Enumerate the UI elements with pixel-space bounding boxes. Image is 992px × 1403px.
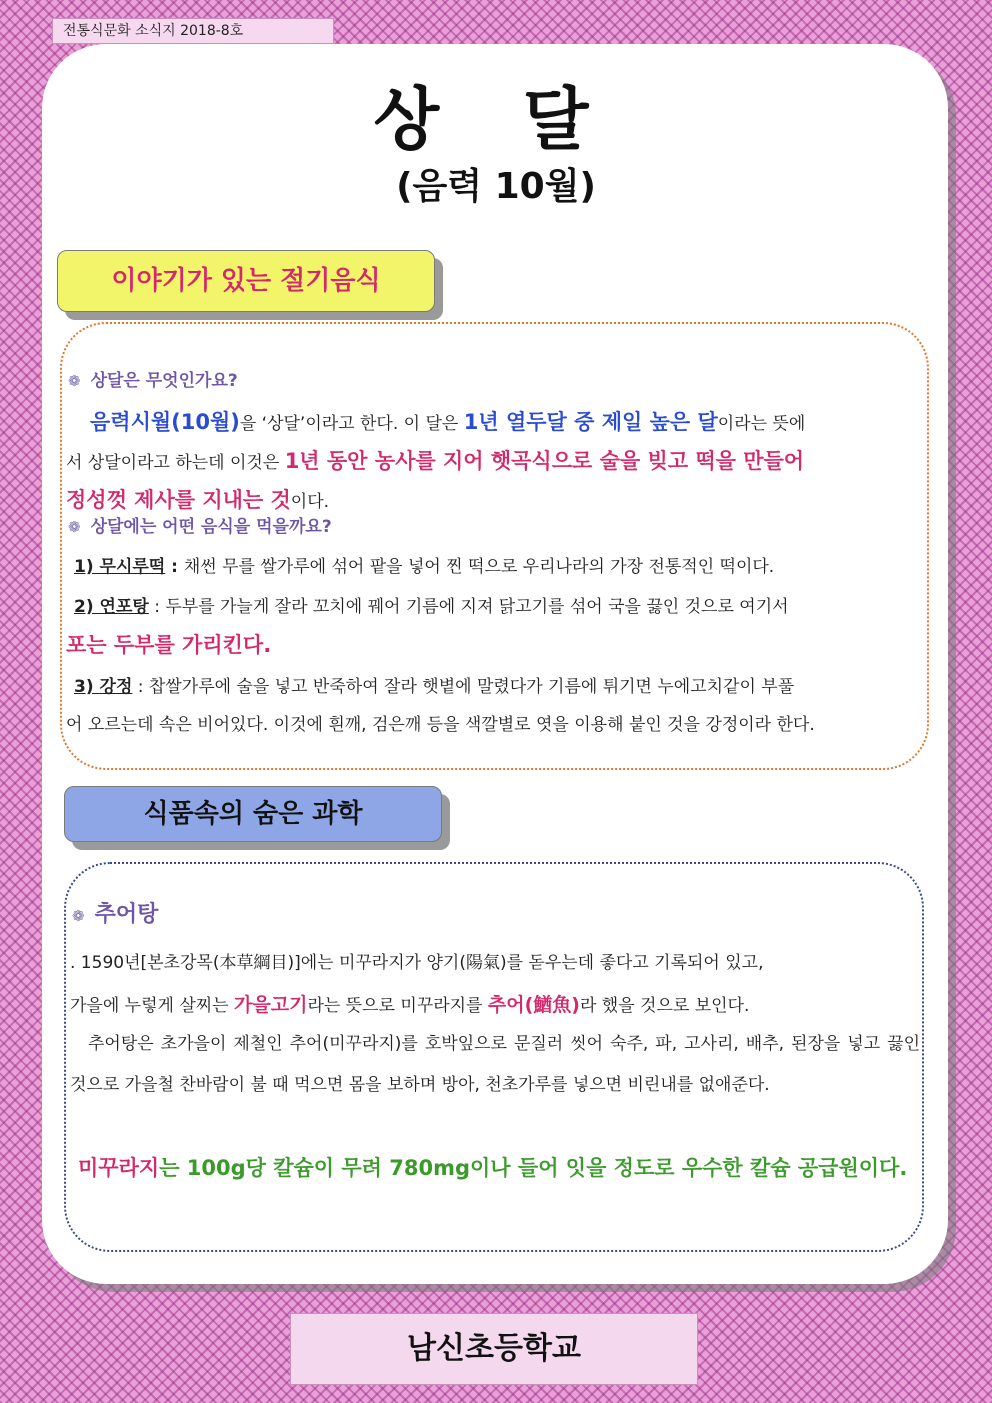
section1-paragraph [66,404,922,521]
para-text-b: 을 ‘상달’이라고 한다. 이 달은 [239,414,464,434]
flower-bullet-icon: ❁ [68,372,81,390]
chueo-history: . 1590년[본초강목(本草綱目)]에는 미꾸라지가 양기(陽氣)를 돋우는데 좋다고 기록되어 있고, [70,953,764,973]
section2-tab: 식품속의 숨은 과학 [64,786,442,842]
chueo-name: 추어(鰌魚) [487,994,580,1016]
food-item-3-text: 찹쌀가루에 술을 넣고 반죽하여 잘라 햇볕에 말렸다가 기름에 튀기면 누에고치같이 부풀 [148,677,795,697]
chueo-text-3: 라 했을 것으로 보인다. [579,996,750,1016]
flower-bullet-icon: ❁ [68,518,81,536]
lunar-october: 음력시월(10월) [90,410,240,434]
para-text-d: 이라는 뜻에 [717,414,806,434]
section2-paragraph-3 [70,1146,920,1190]
food-item-1-text: 채썬 무를 쌀가루에 섞어 팥을 넣어 찐 떡으로 우리나라의 가장 전통적인 떡이다. [183,557,775,577]
chueo-text-2: 라는 뜻으로 미꾸라지를 [307,996,488,1016]
harvest-text: 1년 동안 농사를 지어 햇곡식으로 술을 빚고 떡을 만들어 [284,449,805,473]
food-item-1-name: 1) 무시루떡 [74,557,166,577]
issue-tag: 전통식문화 소식지 2018-8호 [52,18,334,44]
ritual-text: 정성껏 제사를 지내는 것 [66,488,291,512]
food-item-2-highlight: 포는 두부를 가리킨다. [66,633,272,657]
food-item-3-name: 3) 강정 [74,677,133,697]
calcium-fact: 는 100g당 칼슘이 무려 780mg이나 들어 잇을 정도로 우수한 칼슘 공급원이다. [159,1156,908,1180]
section2-heading [72,897,158,928]
food-item-2-sep: : [148,597,166,617]
food-item-2-text: 두부를 가늘게 잘라 꼬치에 꿰어 기름에 지져 닭고기를 섞어 국을 끓인 것으로 여기서 [165,597,789,617]
section2-paragraph-2: 추어탕은 초가을이 제철인 추어(미꾸라지)를 호박잎으로 문질러 씻어 숙주, 파, 고사리, 배추, 된장을 넣고 끓인 것으로 가을철 찬바람이 불 때 먹으면 몸을 보하며 방아, 천초가루를 넣으면 비린내를 없애준다. [70,1034,920,1095]
loach-word: 미꾸라지 [78,1156,160,1180]
highest-month: 1년 열두달 중 제일 높은 달 [463,410,718,434]
food-item-3-text-line2: 어 오르는데 속은 비어있다. 이것에 흰깨, 검은깨 등을 색깔별로 엿을 이용해 붙인 것을 강정이라 한다. [66,715,815,735]
chueo-text-1: 가을에 누렇게 살찌는 [70,996,235,1016]
flower-bullet-icon: ❁ [72,907,85,925]
page-title: 상 달 [373,81,619,160]
section1-tab: 이야기가 있는 절기음식 [57,250,435,312]
autumn-fish: 가을고기 [234,994,308,1016]
question-2 [68,512,332,537]
section2-heading-text: 추어탕 [94,902,159,927]
food-item-1 [66,552,922,577]
page-subtitle: (음력 10월) [396,166,596,207]
question-2-text: 상달에는 어떤 음식을 먹을까요? [90,517,332,537]
para-text-g: 이다. [290,492,330,512]
para-text-line2: 서 상달이라고 하는데 이것은 [66,453,285,473]
food-item-2 [66,588,922,666]
food-item-2-name: 2) 연포탕 [74,597,149,617]
food-item-1-sep: : [165,557,184,577]
question-1 [68,366,238,391]
food-item-3 [66,668,922,744]
school-name: 남신초등학교 [290,1313,698,1385]
food-item-3-sep: : [132,677,149,697]
question-1-text: 상달은 무엇인가요? [90,371,238,391]
section2-paragraph-1 [70,942,920,1027]
